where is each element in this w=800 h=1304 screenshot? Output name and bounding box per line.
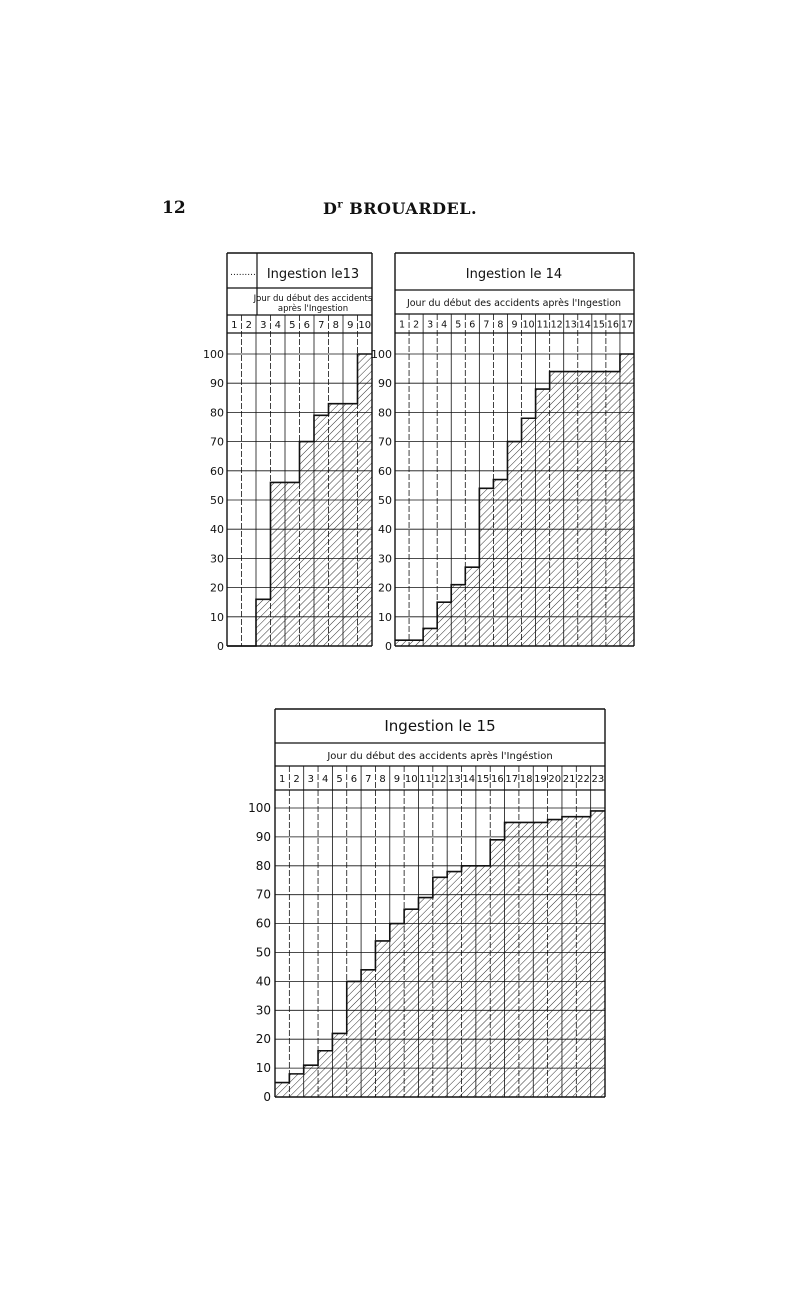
chart-3-y-tick-label: 60 (255, 916, 271, 931)
chart-3-bar (490, 840, 504, 1097)
chart-1-title: Ingestion le13 (266, 267, 360, 282)
chart-2-y-tick-label: 40 (378, 523, 392, 537)
chart-3-bar (332, 1033, 346, 1097)
chart-3-bar (361, 970, 375, 1097)
chart-3-category-label: 3 (307, 774, 315, 785)
chart-1-category-label: 9 (347, 320, 354, 331)
chart-1-bar (271, 482, 286, 646)
chart-1-category-label: 6 (303, 320, 310, 331)
chart-2-category-label: 9 (511, 319, 518, 331)
chart-1-bar (314, 415, 329, 646)
chart-2-bar (395, 640, 409, 646)
chart-3-y-tick-label: 50 (255, 945, 271, 960)
chart-1-y-tick-label: 0 (217, 640, 224, 653)
chart-3-bar (318, 1051, 332, 1097)
chart-3-bar (304, 1065, 318, 1097)
chart-1-y-tick-label: 10 (210, 610, 224, 624)
chart-3-bar (548, 820, 562, 1097)
chart-1-xlabel-line2: après l'Ingestion (277, 304, 349, 314)
chart-1-xlabel-line1: Jour du début des accidents (253, 294, 373, 304)
chart-3-bar (375, 941, 389, 1097)
chart-3-category-label: 16 (491, 774, 504, 785)
chart-1-category-label: 4 (274, 320, 281, 331)
chart-2-category-label: 11 (536, 319, 549, 331)
chart-2-y-tick-label: 70 (378, 435, 392, 449)
chart-1 (230, 267, 373, 314)
chart-3-category-label: 14 (462, 774, 476, 785)
chart-3-bar (576, 817, 590, 1097)
chart-3-category-label: 21 (562, 774, 576, 785)
chart-1-category-label: 7 (318, 320, 325, 331)
chart-2-category-label: 16 (606, 319, 619, 331)
chart-3-bar (562, 817, 576, 1097)
chart-3-y-tick-label: 40 (255, 974, 271, 989)
chart-3-bar (519, 822, 533, 1097)
chart-2-y-tick-label: 50 (378, 494, 392, 507)
chart-2-bar (451, 585, 465, 646)
chart-2-category-label: 7 (483, 319, 490, 331)
chart-3-category-label: 11 (419, 774, 433, 785)
chart-2-category-label: 14 (578, 319, 591, 331)
chart-3-title: Ingestion le 15 (384, 717, 496, 735)
chart-3-bar (447, 872, 461, 1097)
chart-3-bar (404, 909, 418, 1097)
chart-1-y-tick-label: 20 (210, 581, 224, 595)
chart-2-bar (409, 640, 423, 646)
chart-3-y-tick-label: 0 (263, 1090, 271, 1104)
chart-3-category-label: 12 (433, 774, 447, 785)
chart-2-category-label: 3 (427, 319, 434, 331)
chart-1-category-label: 3 (260, 320, 267, 331)
chart-3-category-label: 1 (278, 774, 286, 785)
chart-1-y-tick-label: 30 (210, 552, 224, 566)
chart-2-bar (465, 567, 479, 646)
chart-1-category-label: 1 (231, 320, 238, 331)
chart-1-category-label: 2 (245, 320, 252, 331)
chart-2-y-tick-label: 30 (378, 552, 392, 566)
chart-1-bar (300, 442, 315, 646)
chart-3-y-tick-label: 100 (248, 801, 271, 815)
chart-3-category-label: 18 (519, 774, 533, 785)
chart-3-bar (433, 877, 447, 1097)
chart-1-y-tick-label: 100 (203, 348, 224, 361)
chart-2-y-tick-label: 10 (378, 610, 392, 624)
chart-1-bar (256, 599, 271, 646)
chart-3-category-label: 2 (293, 774, 300, 785)
chart-2-bar (507, 442, 521, 646)
chart-3-category-label: 10 (404, 774, 418, 785)
chart-3-category-label: 4 (322, 774, 329, 785)
chart-3-bar (289, 1074, 303, 1097)
chart-3-category-label: 19 (534, 774, 547, 785)
chart-1-category-label: 10 (358, 320, 372, 331)
chart-1-category-label: 5 (289, 320, 296, 331)
chart-2-y-tick-label: 100 (371, 348, 392, 361)
chart-3-y-tick-label: 30 (255, 1003, 271, 1018)
chart-2-bar (479, 488, 493, 646)
chart-2-y-tick-label: 60 (378, 464, 392, 478)
chart-2-title: Ingestion le 14 (465, 267, 563, 282)
chart-3-y-tick-label: 20 (255, 1032, 271, 1047)
chart-2 (406, 267, 621, 309)
chart-3-category-label: 6 (350, 774, 358, 785)
chart-1-y-tick-label: 50 (210, 494, 224, 507)
chart-2-category-label: 8 (497, 319, 504, 331)
chart-3-bar (418, 898, 432, 1097)
chart-3-category-label: 9 (393, 774, 401, 785)
chart-3-category-label: 15 (476, 774, 490, 785)
chart-2-y-tick-label: 20 (378, 581, 392, 595)
chart-3-bar (275, 1083, 289, 1097)
chart-3-y-tick-label: 70 (255, 887, 271, 902)
chart-3-bar (591, 811, 605, 1097)
chart-2-category-label: 13 (564, 319, 577, 331)
chart-2-xlabel: Jour du début des accidents après l'Ingestion (406, 298, 622, 309)
chart-1-bar (343, 404, 358, 646)
chart-2-bar (437, 602, 451, 646)
chart-3-y-tick-label: 90 (255, 829, 271, 844)
chart-1-y-tick-label: 60 (210, 464, 224, 478)
chart-3-bar (505, 822, 519, 1097)
chart-3-y-tick-label: 80 (255, 858, 271, 873)
chart-2-bar (423, 628, 437, 646)
chart-2-bar (493, 480, 507, 646)
chart-3-category-label: 17 (505, 774, 519, 785)
chart-1-y-tick-label: 70 (210, 435, 224, 449)
chart-3-category-label: 22 (577, 774, 590, 785)
chart-3-bar (533, 822, 547, 1097)
chart-1-y-tick-label: 90 (210, 377, 224, 391)
chart-2-category-label: 15 (592, 319, 605, 331)
chart-1-bar (329, 404, 344, 646)
chart-2-bar (522, 418, 536, 646)
chart-3-category-label: 20 (548, 774, 562, 785)
chart-1-category-label: 8 (332, 320, 339, 331)
page-number: 12 (162, 198, 186, 218)
chart-3 (326, 717, 552, 762)
chart-3-category-label: 8 (379, 774, 386, 785)
chart-3-category-label: 7 (365, 774, 372, 785)
chart-2-category-label: 12 (550, 319, 563, 331)
chart-1-y-tick-label: 40 (210, 523, 224, 537)
chart-3-category-label: 23 (591, 774, 605, 785)
chart-2-category-label: 1 (399, 319, 406, 331)
chart-2-category-label: 6 (469, 319, 476, 331)
chart-1-y-tick-label: 80 (210, 406, 224, 420)
chart-2-bar (536, 389, 550, 646)
chart-2-category-label: 4 (441, 319, 448, 331)
chart-3-xlabel: Jour du début des accidents après l'Ingéstion (327, 751, 553, 762)
chart-2-category-label: 2 (413, 319, 420, 331)
chart-1-bar (285, 482, 300, 646)
chart-3-category-label: 13 (447, 774, 461, 785)
chart-3-category-label: 5 (336, 774, 343, 785)
chart-2-category-label: 10 (522, 319, 535, 331)
chart-2-y-tick-label: 90 (378, 377, 392, 391)
chart-2-y-tick-label: 0 (385, 640, 392, 653)
running-head: $D^r$ BROUARDEL. (322, 199, 478, 218)
chart-2-category-label: 5 (455, 319, 462, 331)
chart-2-category-label: 17 (620, 319, 634, 331)
chart-3-y-tick-label: 10 (255, 1061, 271, 1076)
chart-2-y-tick-label: 80 (378, 406, 392, 420)
chart-1-corner-label: ......... (230, 268, 256, 278)
